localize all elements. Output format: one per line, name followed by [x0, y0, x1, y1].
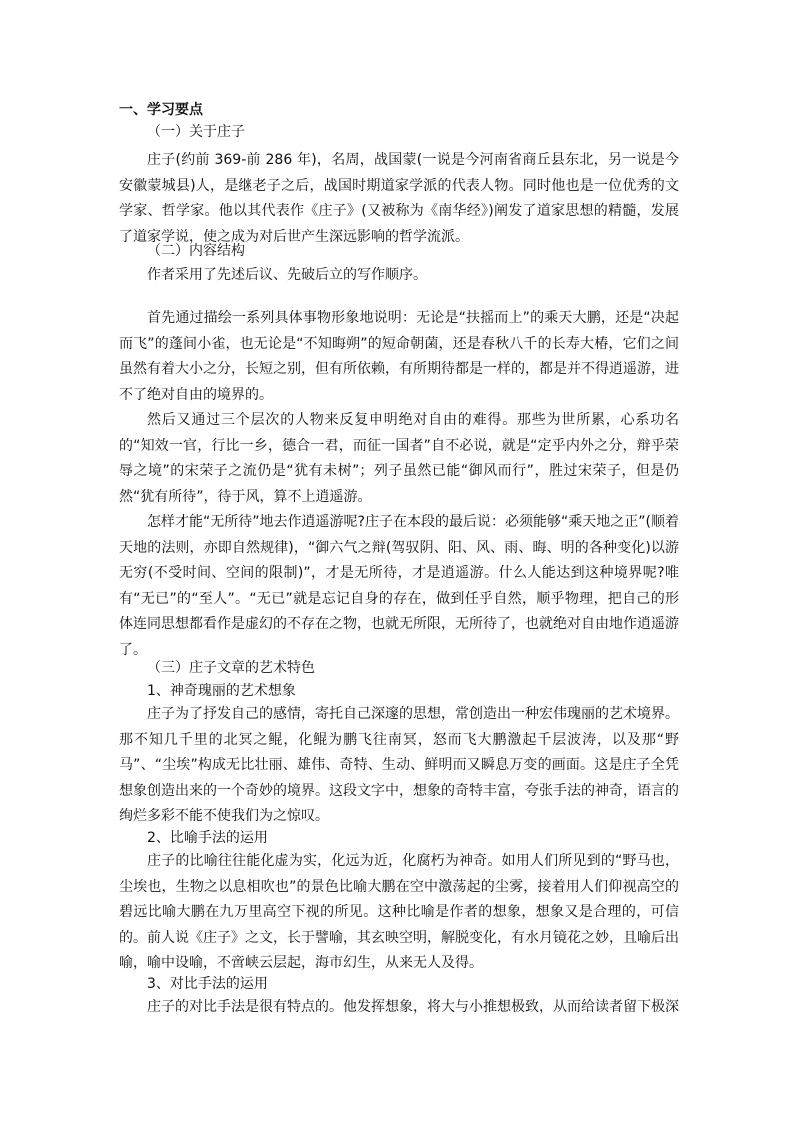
part1-heading: （一）关于庄子 [147, 124, 245, 140]
part3-heading: （三）庄子文章的艺术特色 [147, 660, 315, 676]
part3-sub2-title: 2、比喻手法的运用 [147, 830, 268, 846]
part2-paragraph-first: 首先通过描绘一系列具体事物形象地说明：无论是“扶摇而上”的乘天大鹏，还是“决起而飞”的蓬间小雀，也无论是“不知晦朔”的短命朝菌，还是春秋八千的长寿大椿，它们之间虽然有着大小之分，长短之别，但有所依赖，有所期待都是一样的，都是并不得逍遥游，进不了绝对自由的境界的。 [119, 310, 679, 403]
part3-sub3-title: 3、对比手法的运用 [147, 976, 268, 992]
part3-sub1-title: 1、神奇瑰丽的艺术想象 [147, 683, 296, 699]
part3-sub2-paragraph: 庄子的比喻往往能化虚为实，化远为近，化腐朽为神奇。如用人们所见到的“野马也，尘埃也，生物之以息相吹也”的景色比喻大鹏在空中激荡起的尘雾，接着用人们仰视高空的碧远比喻大鹏在九万里高空下视的所见。这种比喻是作者的想象，想象又是合理的，可信的。前人说《庄子》之文，长于譬喻，其玄映空明，解脱变化，有水月镜花之妙，且喻后出喻，喻中设喻，不啻峡云层起，海市幻生，从来无人及得。 [119, 853, 679, 971]
section-title: 一、学习要点 [119, 102, 203, 118]
part3-sub3-paragraph: 庄子的对比手法是很有特点的。他发挥想象，将大与小推想极致，从而给读者留下极深 [147, 999, 679, 1015]
part2-paragraph-how: 怎样才能“无所待”地去作逍遥游呢?庄子在本段的最后说：必须能够“乘天地之正”(顺着天地的法则，亦即自然规律)，“御六气之辩(驾驭阴、阳、风、雨、晦、明的各种变化)以游无穷(不受时间、空间的限制)”，才是无所待，才是逍遥游。什么人能达到这种境界呢?唯有“无已”的“至人”。“无已”就是忘记自身的存在，做到任乎自然，顺乎物理，把自己的形体连同思想都看作是虚幻的不存在之物，也就无所限，无所待了，也就绝对自由地作逍遥游了。 [119, 514, 679, 658]
part3-sub1-paragraph: 庄子为了抒发自己的感情，寄托自己深邃的思想，常创造出一种宏伟瑰丽的艺术境界。那不知几千里的北冥之鲲，化鲲为鹏飞往南冥，怒而飞大鹏激起千层波涛，以及那“野马”、“尘埃”构成无比壮丽、雄伟、奇特、生动、鲜明而又瞬息万变的画面。这是庄子全凭想象创造出来的一个奇妙的境界。这段文字中，想象的奇特丰富，夸张手法的神奇，语言的绚烂多彩不能不使我们为之惊叹。 [119, 706, 679, 824]
part2-heading: （二）内容结构 [147, 243, 245, 259]
part2-paragraph-intro: 作者采用了先述后议、先破后立的写作顺序。 [147, 267, 427, 283]
part1-paragraph: 庄子(约前 369-前 286 年)，名周，战国蒙(一说是今河南省商丘县东北，另一说是今安徽蒙城县)人，是继老子之后，战国时期道家学派的代表人物。同时他也是一位优秀的文学家、哲学家。他以其代表作《庄子》(又被称为《南华经》)阐发了道家思想的精髓，发展了道家学说，使之成为对后世产生深远影响的哲学流派。 [119, 152, 679, 245]
part2-paragraph-then: 然后又通过三个层次的人物来反复申明绝对自由的难得。那些为世所累，心系功名的“知效一官，行比一乡，德合一君，而征一国者”自不必说，就是“定乎内外之分，辩乎荣辱之境”的宋荣子之流仍是“犹有未树”；列子虽然已能“御风而行”，胜过宋荣子，但是仍然“犹有所待”，待于风，算不上逍遥游。 [119, 412, 679, 505]
